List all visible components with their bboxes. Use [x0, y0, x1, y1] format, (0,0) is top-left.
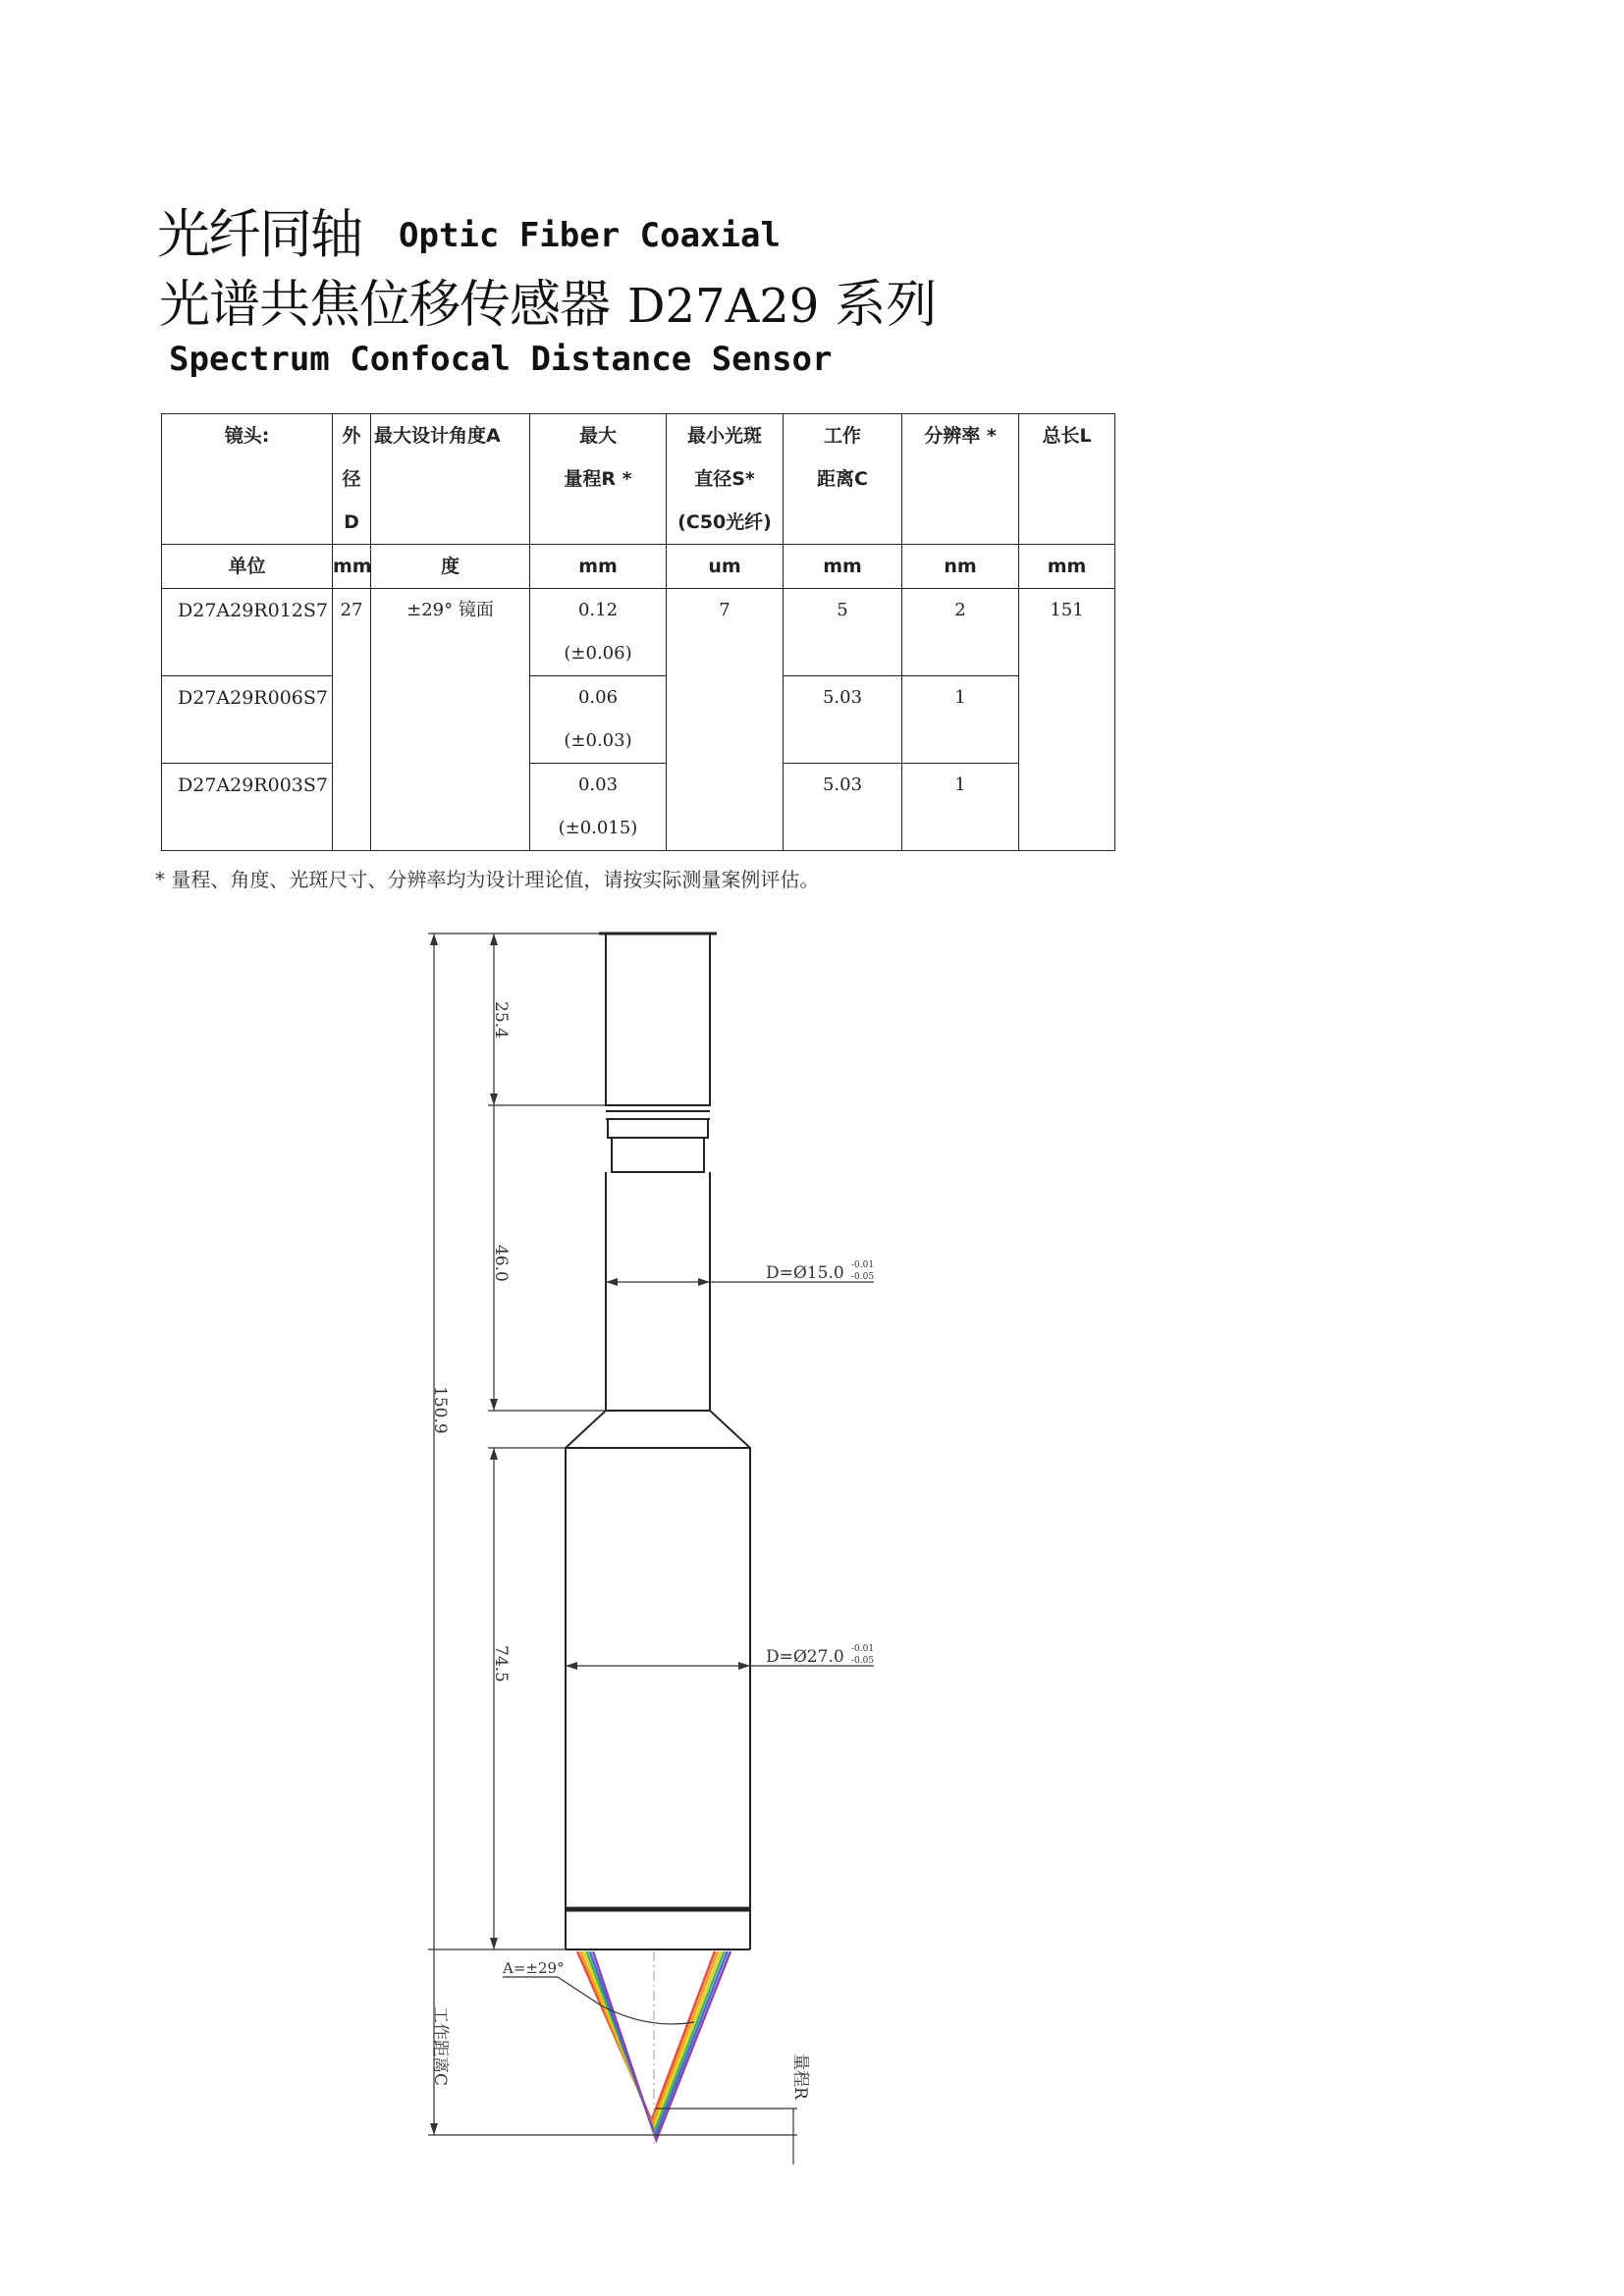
dim-label-body: 74.5	[491, 1645, 511, 1682]
arrow-down-icon	[490, 1399, 498, 1411]
row-wd: 5.03	[784, 764, 902, 851]
header-resolution: 分辨率 *	[902, 414, 1019, 545]
arrow-left-icon	[606, 1278, 618, 1286]
dia-small-tol-lower: -0.05	[851, 1272, 875, 1282]
cell-length: 151	[1019, 589, 1115, 851]
probe-top-cylinder	[606, 934, 710, 1105]
dia-small-tol-upper: -0.01	[851, 1260, 875, 1270]
cell-spot: 7	[667, 589, 784, 851]
range-label: 量程R	[790, 2054, 810, 2100]
header-range-2: 量程R *	[564, 468, 632, 490]
row-resolution: 1	[902, 764, 1019, 851]
row-model: D27A29R006S7	[162, 676, 333, 764]
header-length: 总长L	[1019, 414, 1115, 545]
light-cone	[577, 1951, 731, 2145]
arrow-down-icon	[430, 2123, 438, 2135]
arrow-up-icon	[490, 934, 498, 945]
dim-label-mid: 46.0	[491, 1245, 511, 1282]
title-en-coaxial: Optic Fiber Coaxial	[399, 216, 781, 255]
arrow-up-icon	[430, 934, 438, 945]
dim-label-top: 25.4	[491, 1001, 511, 1039]
row-wd: 5.03	[784, 676, 902, 764]
probe-collar-lower	[612, 1138, 704, 1172]
unit-length: mm	[1019, 545, 1115, 589]
header-spot-1: 最小光斑	[686, 425, 762, 447]
row-resolution: 1	[902, 676, 1019, 764]
arrow-down-icon	[490, 1938, 498, 1949]
angle-label: A=±29°	[503, 1959, 565, 1977]
row-resolution: 2	[902, 589, 1019, 676]
probe-collar	[608, 1119, 708, 1138]
unit-angle: 度	[371, 545, 530, 589]
row-range-tolerance: (±0.03)	[564, 730, 632, 751]
header-range-1: 最大	[578, 425, 617, 447]
row-range-value: 0.03	[577, 774, 619, 795]
title-cn-coaxial: 光纤同轴	[157, 203, 361, 265]
row-range-value: 0.12	[577, 600, 619, 620]
header-outer-d-3: D	[344, 511, 359, 533]
dia-large-tol-lower: -0.05	[851, 1656, 875, 1666]
unit-wd: mm	[784, 545, 902, 589]
dia-small-label: D=Ø15.0	[766, 1263, 844, 1283]
arrow-up-icon	[490, 1448, 498, 1460]
cell-outer-d: 27	[333, 589, 371, 851]
light-cone-ray	[583, 1951, 721, 2128]
header-wd-2: 距离C	[817, 468, 868, 490]
row-wd: 5	[784, 589, 902, 676]
unit-spot: um	[667, 545, 784, 589]
footnote: * 量程、角度、光斑尺寸、分辨率均为设计理论值，请按实际测量案例评估。	[155, 868, 820, 891]
probe-neck-and-body	[566, 1172, 750, 1949]
header-spot-3: (C50光纤)	[677, 511, 772, 533]
row-range-tolerance: (±0.06)	[564, 643, 632, 664]
cell-angle: ±29° 镜面	[371, 589, 530, 851]
unit-range: mm	[530, 545, 667, 589]
arrow-down-icon	[490, 1094, 498, 1105]
arrow-right-icon	[698, 1278, 710, 1286]
row-model: D27A29R012S7	[162, 589, 333, 676]
unit-resolution: nm	[902, 545, 1019, 589]
dia-large-label: D=Ø27.0	[766, 1647, 844, 1667]
sensor-outline	[566, 934, 750, 1949]
row-range-value: 0.06	[577, 687, 619, 708]
header-wd-1: 工作	[823, 425, 861, 447]
title-series-suffix: 系列	[835, 276, 938, 335]
arrow-left-icon	[566, 1662, 577, 1670]
title-cn-sensor: 光谱共焦位移传感器	[159, 276, 611, 335]
header-angle: 最大设计角度A	[371, 414, 530, 545]
title-en-sensor: Spectrum Confocal Distance Sensor	[169, 340, 833, 379]
header-lens: 镜头:	[162, 414, 333, 545]
header-outer-d-1: 外	[342, 425, 361, 447]
wd-label: 工作距离C	[430, 2006, 450, 2087]
header-outer-d-2: 径	[342, 468, 361, 490]
unit-outer-d: mm	[333, 545, 371, 589]
title-model-series: D27A29	[627, 279, 820, 334]
dia-large-tol-upper: -0.01	[851, 1644, 875, 1654]
dim-label-total: 150.9	[430, 1386, 450, 1434]
header-spot-2: 直径S*	[694, 468, 755, 490]
row-model: D27A29R003S7	[162, 764, 333, 851]
row-range-tolerance: (±0.015)	[558, 818, 638, 838]
unit-label: 单位	[162, 545, 333, 589]
arrow-right-icon	[738, 1662, 750, 1670]
